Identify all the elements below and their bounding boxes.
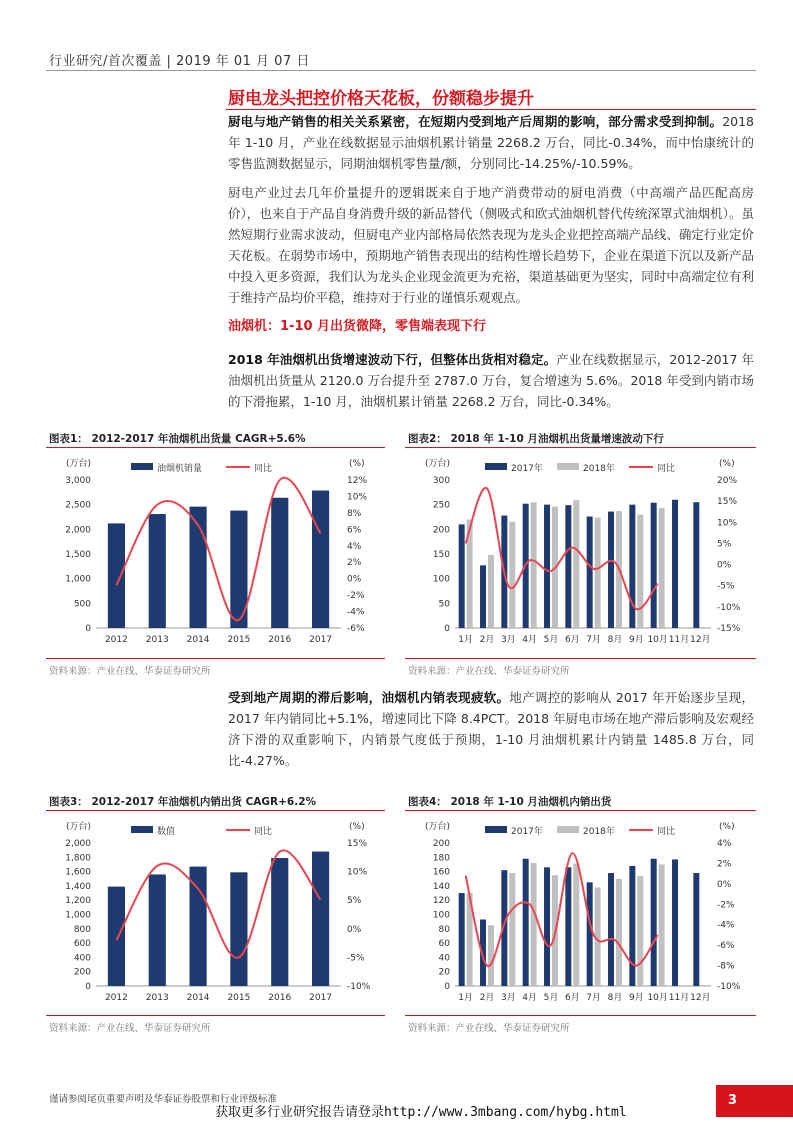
y2-tick-label: 8% xyxy=(347,508,362,519)
subheading: 油烟机：1-10 月出货微降，零售端表现下行 xyxy=(228,319,487,334)
bar-2017 xyxy=(651,503,657,628)
y-tick-label: 120 xyxy=(432,896,450,907)
paragraph-1-lead: 厨电与地产销售的相关关系紧密，在短期内受到地产后周期的影响，部分需求受到抑制。 xyxy=(228,114,723,129)
x-tick-label: 2012 xyxy=(104,993,128,1003)
x-tick-label: 9月 xyxy=(628,635,644,645)
x-tick-label: 2017 xyxy=(309,635,333,645)
x-tick-label: 5月 xyxy=(543,993,559,1003)
y-tick-label: 200 xyxy=(432,525,450,536)
paragraph-1 xyxy=(228,111,754,174)
x-tick-label: 6月 xyxy=(564,993,580,1003)
x-tick-label: 7月 xyxy=(586,635,602,645)
bar-2017 xyxy=(672,500,678,628)
bar-2018 xyxy=(637,876,643,986)
y2-axis-unit: (%) xyxy=(349,459,365,469)
section-title-underline xyxy=(226,109,756,110)
bar-2018 xyxy=(488,555,494,628)
y-tick-label: 2,500 xyxy=(65,500,91,511)
x-tick-label: 1月 xyxy=(458,635,474,645)
bar-2018 xyxy=(573,500,579,628)
x-tick-label: 2014 xyxy=(186,993,210,1003)
legend-bar-swatch xyxy=(485,826,507,833)
footer-disclaimer: 谨请参阅尾页重要声明及华泰证券股票和行业评级标准 xyxy=(49,1094,278,1105)
y-tick-label: 1,000 xyxy=(65,574,91,585)
y-tick-label: 600 xyxy=(73,939,91,950)
paragraph-4-lead: 受到地产周期的滞后影响，油烟机内销表现疲软。 xyxy=(228,690,510,705)
bar-2017 xyxy=(565,505,571,628)
x-tick-label: 11月 xyxy=(668,993,690,1003)
y-tick-label: 0 xyxy=(444,982,450,992)
y2-tick-label: 15% xyxy=(717,497,738,508)
y2-tick-label: 15% xyxy=(347,839,368,849)
page-header: 行业研究/首次覆盖 | 2019 年 01 月 07 日 xyxy=(49,54,310,69)
bar-2017 xyxy=(629,505,635,628)
x-tick-label: 7月 xyxy=(586,993,602,1003)
y2-tick-label: 0% xyxy=(347,574,362,585)
y-tick-label: 300 xyxy=(432,476,450,486)
legend-label: 数值 xyxy=(157,827,176,837)
y2-tick-label: 10% xyxy=(347,492,368,503)
yoy-line xyxy=(116,478,320,621)
x-tick-label: 1月 xyxy=(458,993,474,1003)
y-tick-label: 2,000 xyxy=(65,525,91,536)
bar-2018 xyxy=(509,873,515,986)
legend-bar-swatch xyxy=(557,826,579,833)
figure-2-source: 资料来源：产业在线、华泰证券研究所 xyxy=(408,666,570,677)
y2-tick-label: 10% xyxy=(717,518,738,529)
x-tick-label: 8月 xyxy=(607,635,623,645)
bar-2017 xyxy=(480,565,486,628)
bar-2017 xyxy=(587,517,593,628)
y2-tick-label: 5% xyxy=(347,896,362,907)
legend-bar-swatch xyxy=(485,463,507,470)
y-tick-label: 140 xyxy=(432,881,450,892)
chart-1 xyxy=(46,450,386,655)
x-tick-label: 8月 xyxy=(607,993,623,1003)
y2-tick-label: 4% xyxy=(347,541,362,552)
bar-2017 xyxy=(565,867,571,986)
y2-tick-label: -5% xyxy=(717,581,735,592)
bar-2018 xyxy=(573,864,579,986)
y-tick-label: 2,000 xyxy=(65,839,91,849)
x-tick-label: 2月 xyxy=(479,635,495,645)
legend-label: 2018年 xyxy=(583,464,615,474)
y-tick-label: 100 xyxy=(432,910,450,921)
bar-2018 xyxy=(488,925,494,986)
bar-2017 xyxy=(523,859,529,986)
x-tick-label: 2014 xyxy=(186,635,210,645)
x-tick-label: 2012 xyxy=(104,635,128,645)
y2-tick-label: -2% xyxy=(347,591,365,602)
paragraph-3-lead: 2018 年油烟机出货增速波动下行，但整体出货相对稳定。 xyxy=(228,352,557,367)
x-tick-label: 11月 xyxy=(668,635,690,645)
y2-tick-label: -6% xyxy=(347,624,365,634)
x-tick-label: 2016 xyxy=(268,993,292,1003)
y2-axis-unit: (%) xyxy=(349,822,365,832)
page-number: 3 xyxy=(728,1093,738,1108)
y-tick-label: 200 xyxy=(73,967,91,978)
bar-2018 xyxy=(509,522,515,628)
y-tick-label: 3,000 xyxy=(65,476,91,486)
y-tick-label: 400 xyxy=(73,953,91,964)
y-tick-label: 150 xyxy=(432,550,450,560)
y2-tick-label: -15% xyxy=(717,624,741,634)
x-tick-label: 10月 xyxy=(647,635,668,645)
y2-tick-label: 2% xyxy=(347,558,362,569)
bar xyxy=(108,887,125,986)
paragraph-1-body: 2018 年 1-10 月，产业在线数据显示油烟机累计销量 2268.2 万台，同比-0.34%，而中怡康统计的零售监测数据显示，同期油烟机零售量/额，分别同比-14.25%/-10.59%。 xyxy=(228,114,754,171)
bar xyxy=(230,872,247,986)
x-tick-label: 12月 xyxy=(690,635,711,645)
y2-tick-label: 4% xyxy=(717,839,732,849)
x-tick-label: 10月 xyxy=(647,993,668,1003)
y2-tick-label: -6% xyxy=(717,941,735,952)
y2-tick-label: -10% xyxy=(347,982,371,992)
y-tick-label: 0 xyxy=(85,624,91,634)
x-tick-label: 12月 xyxy=(690,993,711,1003)
figure-3-title: 图表3： 2012-2017 年油烟机内销出货 CAGR+6.2% xyxy=(49,796,317,808)
x-tick-label: 4月 xyxy=(522,993,538,1003)
bar xyxy=(312,852,329,986)
bar xyxy=(312,491,329,628)
figure-4-title: 图表4： 2018 年 1-10 月油烟机内销出货 xyxy=(408,796,612,808)
bar-2018 xyxy=(616,879,622,986)
y2-tick-label: 0% xyxy=(717,879,732,890)
legend-label: 油烟机销量 xyxy=(157,464,203,474)
y2-tick-label: 0% xyxy=(717,560,732,571)
yoy-line xyxy=(116,850,320,958)
y-tick-label: 1,800 xyxy=(65,853,91,864)
figure-2-title: 图表2： 2018 年 1-10 月油烟机出货量增速波动下行 xyxy=(408,433,664,445)
legend-label: 同比 xyxy=(254,464,273,474)
legend-bar-swatch xyxy=(131,826,153,833)
y-tick-label: 1,400 xyxy=(65,881,91,892)
bar-2017 xyxy=(544,867,550,986)
bar-2018 xyxy=(659,864,665,986)
figure-1-source-rule xyxy=(46,658,385,659)
y2-tick-label: -10% xyxy=(717,602,741,613)
bar-2018 xyxy=(531,502,537,628)
legend-label: 同比 xyxy=(657,464,676,474)
x-tick-label: 2016 xyxy=(268,635,292,645)
bar-2017 xyxy=(587,882,593,986)
y2-tick-label: 6% xyxy=(347,525,362,536)
paragraph-4-body: 地产调控的影响从 2017 年开始逐步呈现，2017 年内销同比+5.1%，增速同比下降 8.4PCT。2018 年厨电市场在地产滞后影响及宏观经济下滑的双重影响下，内销景气度低于预期，1-10 月油烟机累计内销量 1485.8 万台，同比-4.27%。 xyxy=(228,690,754,768)
y-axis-unit: (万台) xyxy=(66,459,92,469)
bar xyxy=(190,867,207,986)
y2-tick-label: -5% xyxy=(347,953,365,964)
legend-label: 2018年 xyxy=(583,827,615,837)
y2-axis-unit: (%) xyxy=(719,459,735,469)
x-tick-label: 3月 xyxy=(500,993,516,1003)
header-divider xyxy=(46,70,756,71)
figure-3-source-rule xyxy=(46,1015,385,1016)
bar xyxy=(108,523,125,628)
x-tick-label: 9月 xyxy=(628,993,644,1003)
y-tick-label: 1,500 xyxy=(65,550,91,560)
bar-2017 xyxy=(693,502,699,628)
section-title: 厨电龙头把控价格天花板，份额稳步提升 xyxy=(228,89,534,109)
y-tick-label: 80 xyxy=(438,924,450,935)
y2-tick-label: 5% xyxy=(717,539,732,550)
y-tick-label: 180 xyxy=(432,853,450,864)
bar-2017 xyxy=(608,873,614,986)
figure-1-source: 资料来源：产业在线、华泰证券研究所 xyxy=(49,666,211,677)
bar-2018 xyxy=(659,508,665,628)
x-tick-label: 2013 xyxy=(145,635,169,645)
y-tick-label: 1,000 xyxy=(65,910,91,921)
yoy-line xyxy=(466,853,658,966)
y2-tick-label: -10% xyxy=(717,982,741,992)
y-tick-label: 60 xyxy=(438,939,450,950)
legend-label: 同比 xyxy=(254,827,273,837)
x-tick-label: 3月 xyxy=(500,635,516,645)
chart-4 xyxy=(405,813,756,1013)
bar-2017 xyxy=(544,505,550,628)
y2-tick-label: 12% xyxy=(347,476,368,486)
y2-tick-label: -8% xyxy=(717,961,735,972)
y2-tick-label: 0% xyxy=(347,924,362,935)
x-tick-label: 2013 xyxy=(145,993,169,1003)
bar-2018 xyxy=(637,515,643,628)
y2-tick-label: -2% xyxy=(717,900,735,911)
figure-1-title: 图表1： 2012-2017 年油烟机出货量 CAGR+5.6% xyxy=(49,433,306,445)
y-tick-label: 160 xyxy=(432,867,450,878)
bar-2017 xyxy=(459,893,465,986)
x-tick-label: 2月 xyxy=(479,993,495,1003)
x-tick-label: 2015 xyxy=(227,635,251,645)
paragraph-4 xyxy=(228,687,754,771)
bar xyxy=(149,514,166,628)
y2-axis-unit: (%) xyxy=(719,822,735,832)
y2-tick-label: 10% xyxy=(347,867,368,878)
figure-2-source-rule xyxy=(405,658,756,659)
yoy-line xyxy=(466,488,658,610)
y-axis-unit: (万台) xyxy=(66,822,92,832)
x-tick-label: 2017 xyxy=(309,993,333,1003)
y-tick-label: 1,600 xyxy=(65,867,91,878)
y-tick-label: 50 xyxy=(438,599,450,610)
chart-3 xyxy=(46,813,386,1013)
x-tick-label: 2015 xyxy=(227,993,251,1003)
bar-2017 xyxy=(629,866,635,986)
legend-label: 同比 xyxy=(657,827,676,837)
y2-tick-label: 2% xyxy=(717,859,732,870)
x-tick-label: 4月 xyxy=(522,635,538,645)
bar-2018 xyxy=(531,863,537,986)
legend-bar-swatch xyxy=(131,463,153,470)
y-tick-label: 1,200 xyxy=(65,896,91,907)
bar xyxy=(149,874,166,986)
y2-tick-label: -4% xyxy=(347,607,365,618)
figure-3-source: 资料来源：产业在线、华泰证券研究所 xyxy=(49,1023,211,1034)
y-tick-label: 800 xyxy=(73,924,91,935)
figure-2-title-rule xyxy=(405,447,756,448)
bar-2017 xyxy=(459,524,465,628)
y-tick-label: 100 xyxy=(432,574,450,585)
y-tick-label: 0 xyxy=(85,982,91,992)
figure-4-title-rule xyxy=(405,810,756,811)
figure-1-title-rule xyxy=(46,447,385,448)
x-tick-label: 6月 xyxy=(564,635,580,645)
y-tick-label: 500 xyxy=(73,599,91,610)
paragraph-2: 厨电产业过去几年价量提升的逻辑既来自于地产消费带动的厨电消费（中高端产品匹配高房价），也来自于产品自身消费升级的新品替代（侧吸式和欧式油烟机替代传统深罩式油烟机）。虽然短期行业需求波动，但厨电产业内部格局依然表现为龙头企业把控高端产品线、确定行业定价天花板。在弱势市场中，预期地产销售表现出的结构性增长趋势下，企业在渠道下沉以及新产品中投入更多资源，我们认为龙头企业现金流更为充裕，渠道基础更为坚实，同时中高端定位有利于维持产品均价平稳，维持对于行业的谨慎乐观观点。 xyxy=(228,185,754,305)
bar-2017 xyxy=(693,873,699,986)
bar-2017 xyxy=(672,859,678,986)
y-tick-label: 20 xyxy=(438,967,450,978)
bar xyxy=(271,498,288,628)
y2-tick-label: 20% xyxy=(717,476,738,486)
bar-2017 xyxy=(651,859,657,986)
legend-bar-swatch xyxy=(557,463,579,470)
y-tick-label: 250 xyxy=(432,500,450,511)
figure-3-title-rule xyxy=(46,810,385,811)
y-tick-label: 40 xyxy=(438,953,450,964)
figure-4-source: 资料来源：产业在线、华泰证券研究所 xyxy=(408,1023,570,1034)
x-tick-label: 5月 xyxy=(543,635,559,645)
y-axis-unit: (万台) xyxy=(425,459,451,469)
legend-label: 2017年 xyxy=(511,827,543,837)
paragraph-3-body: 产业在线数据显示，2012-2017 年油烟机出货量从 2120.0 万台提升至 2787.0 万台，复合增速为 5.6%。2018 年受到内销市场的下滑拖累，1-10 月，油烟机累计销量 2268.2 万台，同比-0.34%。 xyxy=(228,352,754,409)
bar xyxy=(271,858,288,986)
y-tick-label: 0 xyxy=(444,624,450,634)
y2-tick-label: -4% xyxy=(717,920,735,931)
y-axis-unit: (万台) xyxy=(425,822,451,832)
bar-2018 xyxy=(595,517,601,628)
paragraph-3 xyxy=(228,349,754,412)
footer-link[interactable]: 获取更多行业研究报告请登录http://www.3mbang.com/hybg.html xyxy=(215,1105,627,1120)
legend-label: 2017年 xyxy=(511,464,543,474)
bar-2017 xyxy=(608,512,614,628)
figure-4-source-rule xyxy=(405,1015,756,1016)
y-tick-label: 200 xyxy=(432,839,450,849)
chart-2 xyxy=(405,450,756,655)
